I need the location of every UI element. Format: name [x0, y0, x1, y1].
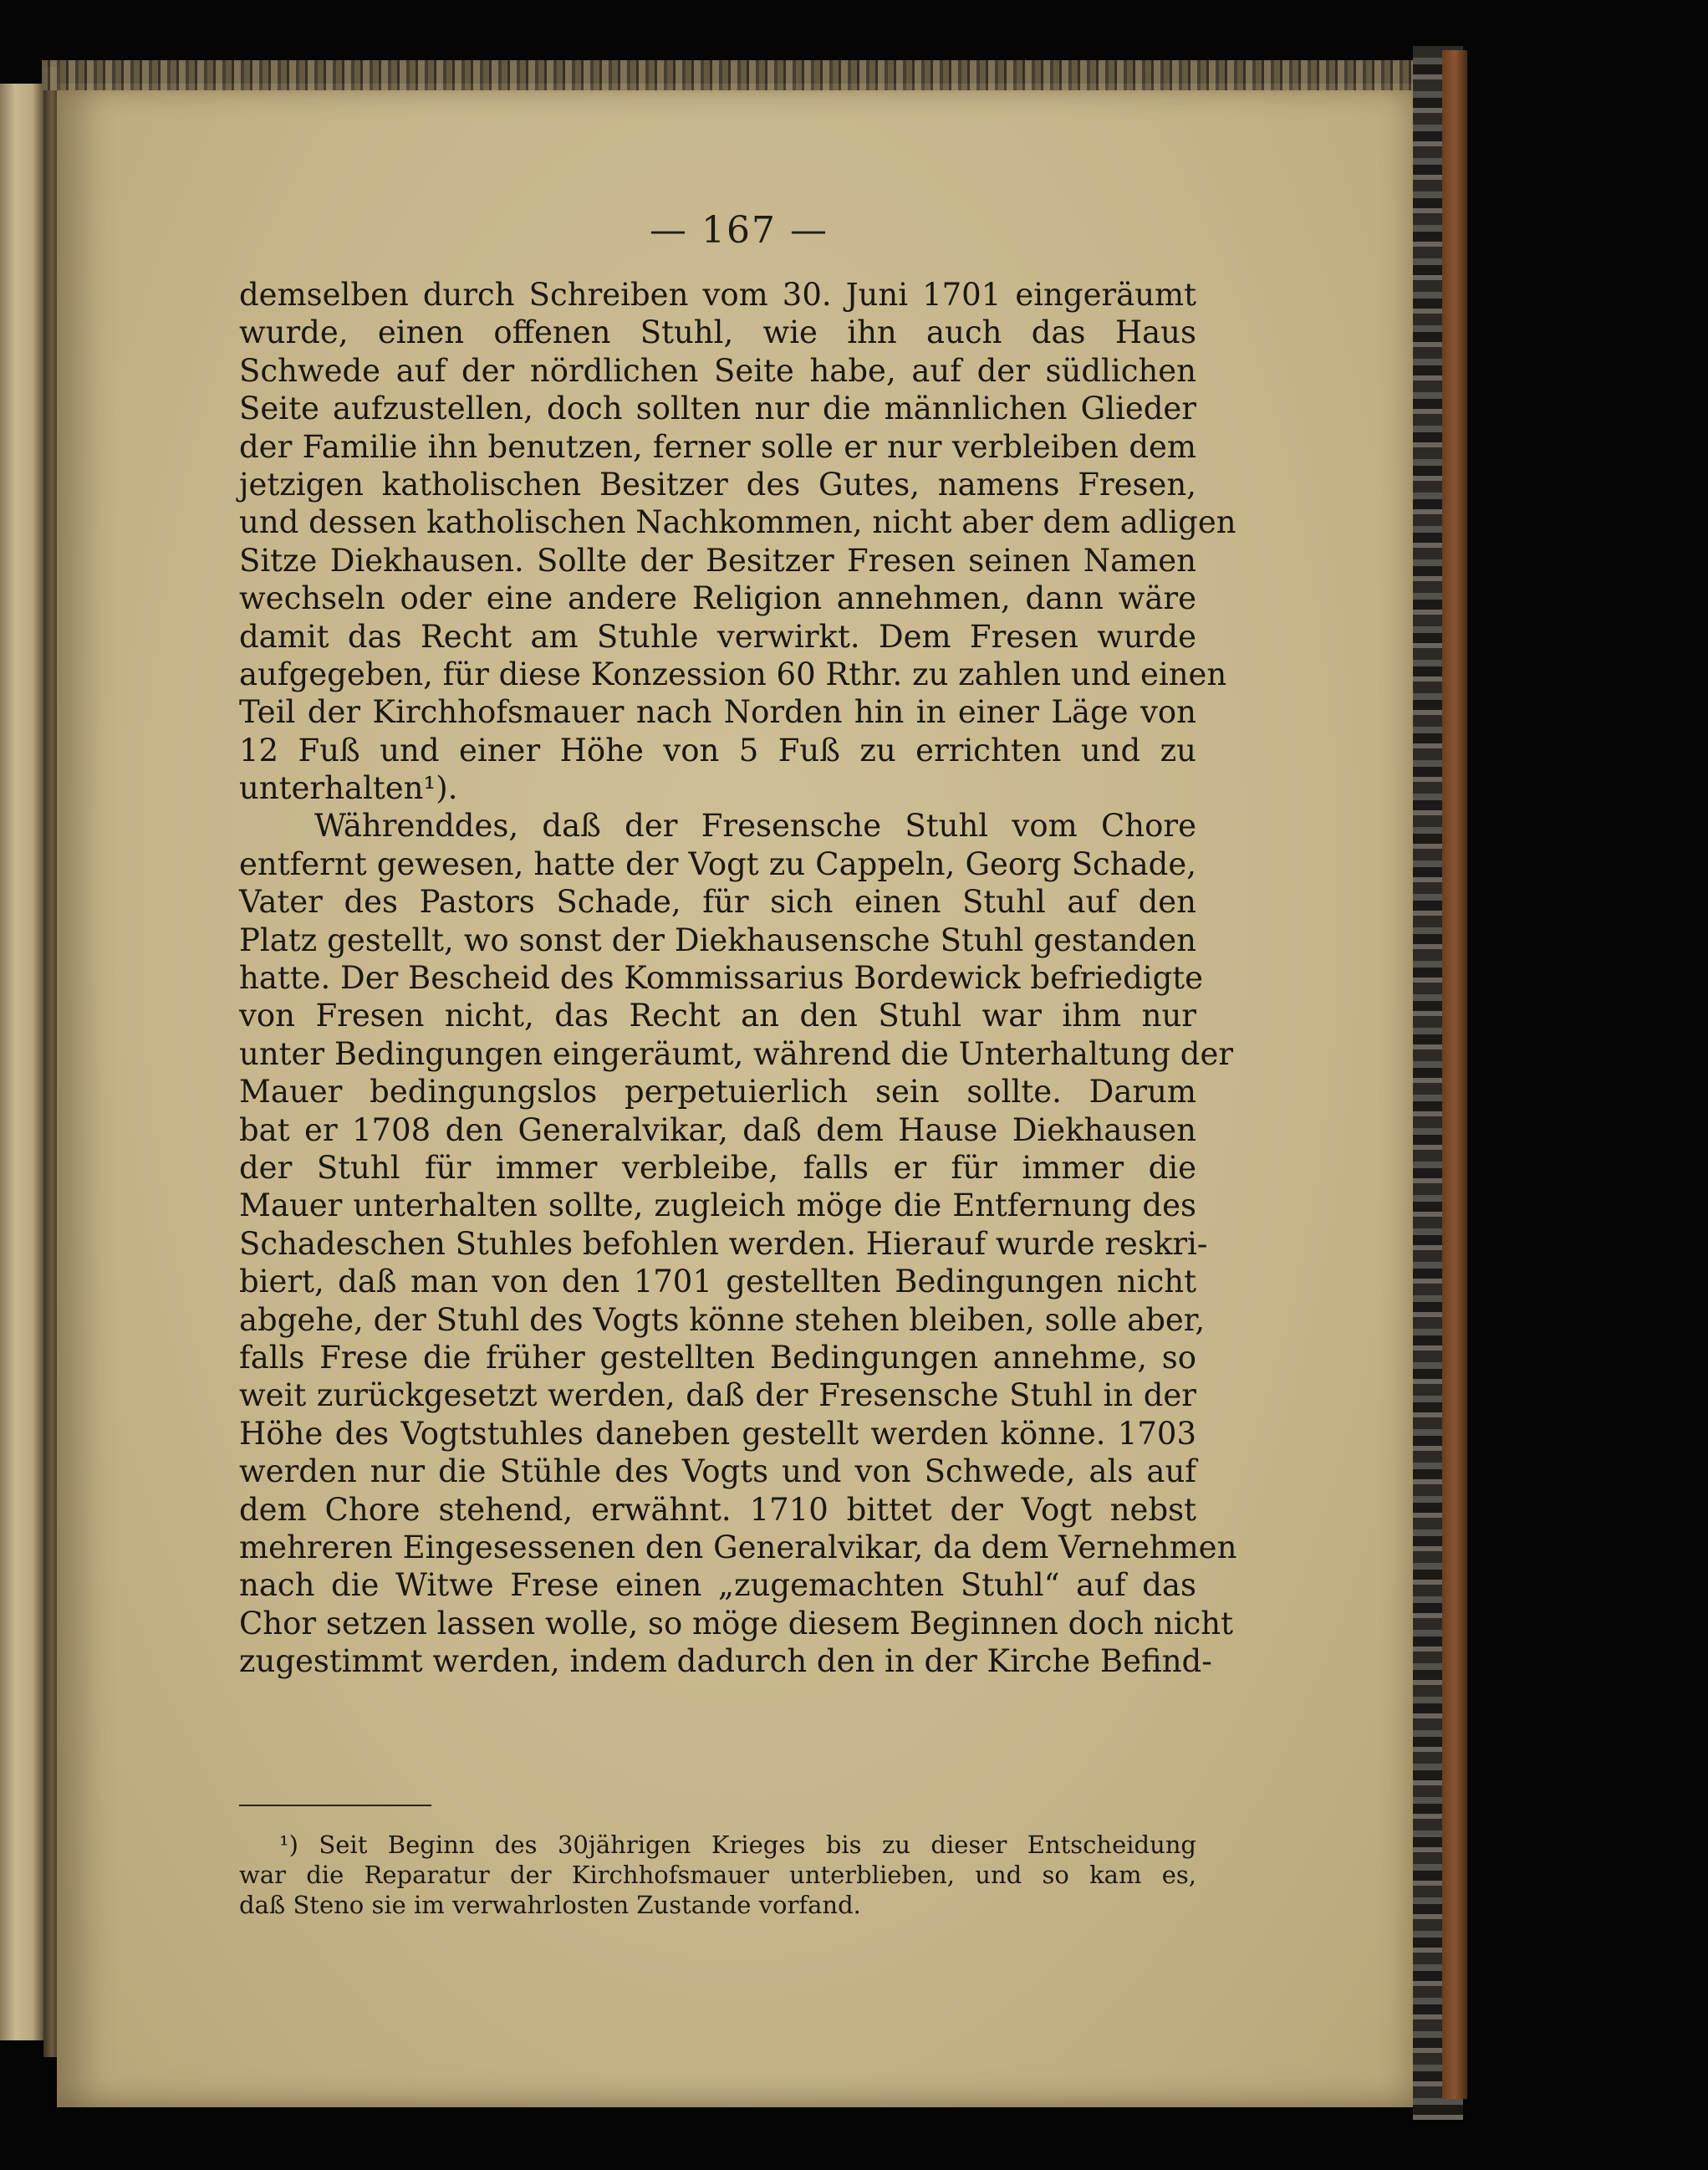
text-line: Mauer bedingungslos perpetuierlich sein sollte. Darum — [239, 1074, 1196, 1111]
text-line: aufgegeben, für diese Konzession 60 Rthr. zu zahlen und einen — [239, 656, 1227, 692]
text-line: Vater des Pastors Schade, für sich einen Stuhl auf den — [239, 884, 1196, 921]
text-line: bat er 1708 den Generalvikar, daß dem Hause Diekhausen — [239, 1111, 1196, 1148]
footnote-line: daß Steno sie im verwahrlosten Zustande vorfand. — [239, 1891, 861, 1919]
text-line: hatte. Der Bescheid des Kommissarius Bordewick befriedigte — [239, 960, 1204, 997]
book-cover-edge — [1442, 50, 1467, 2099]
text-line: und dessen katholischen Nachkommen, nicht aber dem adligen — [239, 504, 1236, 541]
text-line: biert, daß man von den 1701 gestellten Bedingungen nicht — [239, 1264, 1196, 1300]
text-line: Chor setzen lassen wolle, so möge diesem Beginnen doch nicht — [239, 1605, 1233, 1642]
facing-page-edge — [0, 84, 43, 2040]
text-line: der Familie ihn benutzen, ferner solle er nur verbleiben dem — [239, 428, 1196, 465]
page-top-edge — [42, 60, 1430, 90]
text-line: Schadeschen Stuhles befohlen werden. Hierauf wurde reskri- — [239, 1225, 1208, 1262]
footnote-divider — [239, 1805, 431, 1806]
text-line: der Stuhl für immer verbleibe, falls er für immer die — [239, 1149, 1196, 1186]
text-line: entfernt gewesen, hatte der Vogt zu Cappeln, Georg Schade, — [239, 845, 1196, 882]
text-line: 12 Fuß und einer Höhe von 5 Fuß zu errichten und zu — [239, 732, 1196, 768]
text-line: mehreren Eingesessenen den Generalvikar, da dem Vernehmen — [239, 1529, 1237, 1565]
footnote — [239, 1830, 1196, 1920]
text-line: Sitze Diekhausen. Sollte der Besitzer Fresen seinen Namen — [239, 542, 1196, 579]
text-line: Teil der Kirchhofsmauer nach Norden hin in einer Läge von — [239, 694, 1196, 731]
text-line: werden nur die Stühle des Vogts und von Schwede, als auf — [239, 1453, 1196, 1490]
text-line: unterhalten¹). — [239, 770, 458, 807]
text-line: Seite aufzustellen, doch sollten nur die männlichen Glieder — [239, 391, 1196, 427]
footnote-line: war die Reparatur der Kirchhofsmauer unterblieben, und so kam es, — [239, 1861, 1196, 1889]
text-line: Schwede auf der nördlichen Seite habe, auf der südlichen — [239, 352, 1196, 389]
text-line: jetzigen katholischen Besitzer des Gutes, namens Fresen, — [239, 466, 1196, 503]
body-text — [239, 276, 1237, 1680]
text-line: Mauer unterhalten sollte, zugleich möge die Entfernung des — [239, 1187, 1196, 1224]
book-page — [57, 84, 1421, 2107]
text-line: dem Chore stehend, erwähnt. 1710 bittet der Vogt nebst — [239, 1491, 1196, 1528]
text-line: wechseln oder eine andere Religion annehmen, dann wäre — [239, 580, 1196, 617]
text-line: unter Bedingungen eingeräumt, während die Unterhaltung der — [239, 1035, 1234, 1072]
text-line: demselben durch Schreiben vom 30. Juni 1701 eingeräumt — [239, 277, 1196, 313]
page-number: — 167 — — [650, 209, 829, 252]
text-line: weit zurückgesetzt werden, daß der Fresensche Stuhl in der — [239, 1377, 1196, 1414]
footnote-line: ¹) Seit Beginn des 30jährigen Krieges bis zu dieser Entscheidung — [279, 1830, 1196, 1859]
text-line: falls Frese die früher gestellten Bedingungen annehme, so — [239, 1339, 1196, 1376]
text-line: abgehe, der Stuhl des Vogts könne stehen bleiben, solle aber, — [239, 1301, 1206, 1338]
text-line: zugestimmt werden, indem dadurch den in der Kirche Befind- — [239, 1643, 1212, 1680]
text-line: nach die Witwe Frese einen „zugemachten Stuhl“ auf das — [239, 1567, 1196, 1604]
text-line: wurde, einen offenen Stuhl, wie ihn auch das Haus — [239, 314, 1196, 351]
text-line: Höhe des Vogtstuhles daneben gestellt werden könne. 1703 — [239, 1415, 1196, 1452]
text-line: damit das Recht am Stuhle verwirkt. Dem Fresen wurde — [239, 618, 1196, 655]
text-line: Währenddes, daß der Fresensche Stuhl vom Chore — [314, 808, 1196, 845]
text-line: von Fresen nicht, das Recht an den Stuhl war ihm nur — [239, 998, 1196, 1034]
text-line: Platz gestellt, wo sonst der Diekhausensche Stuhl gestanden — [239, 922, 1196, 958]
